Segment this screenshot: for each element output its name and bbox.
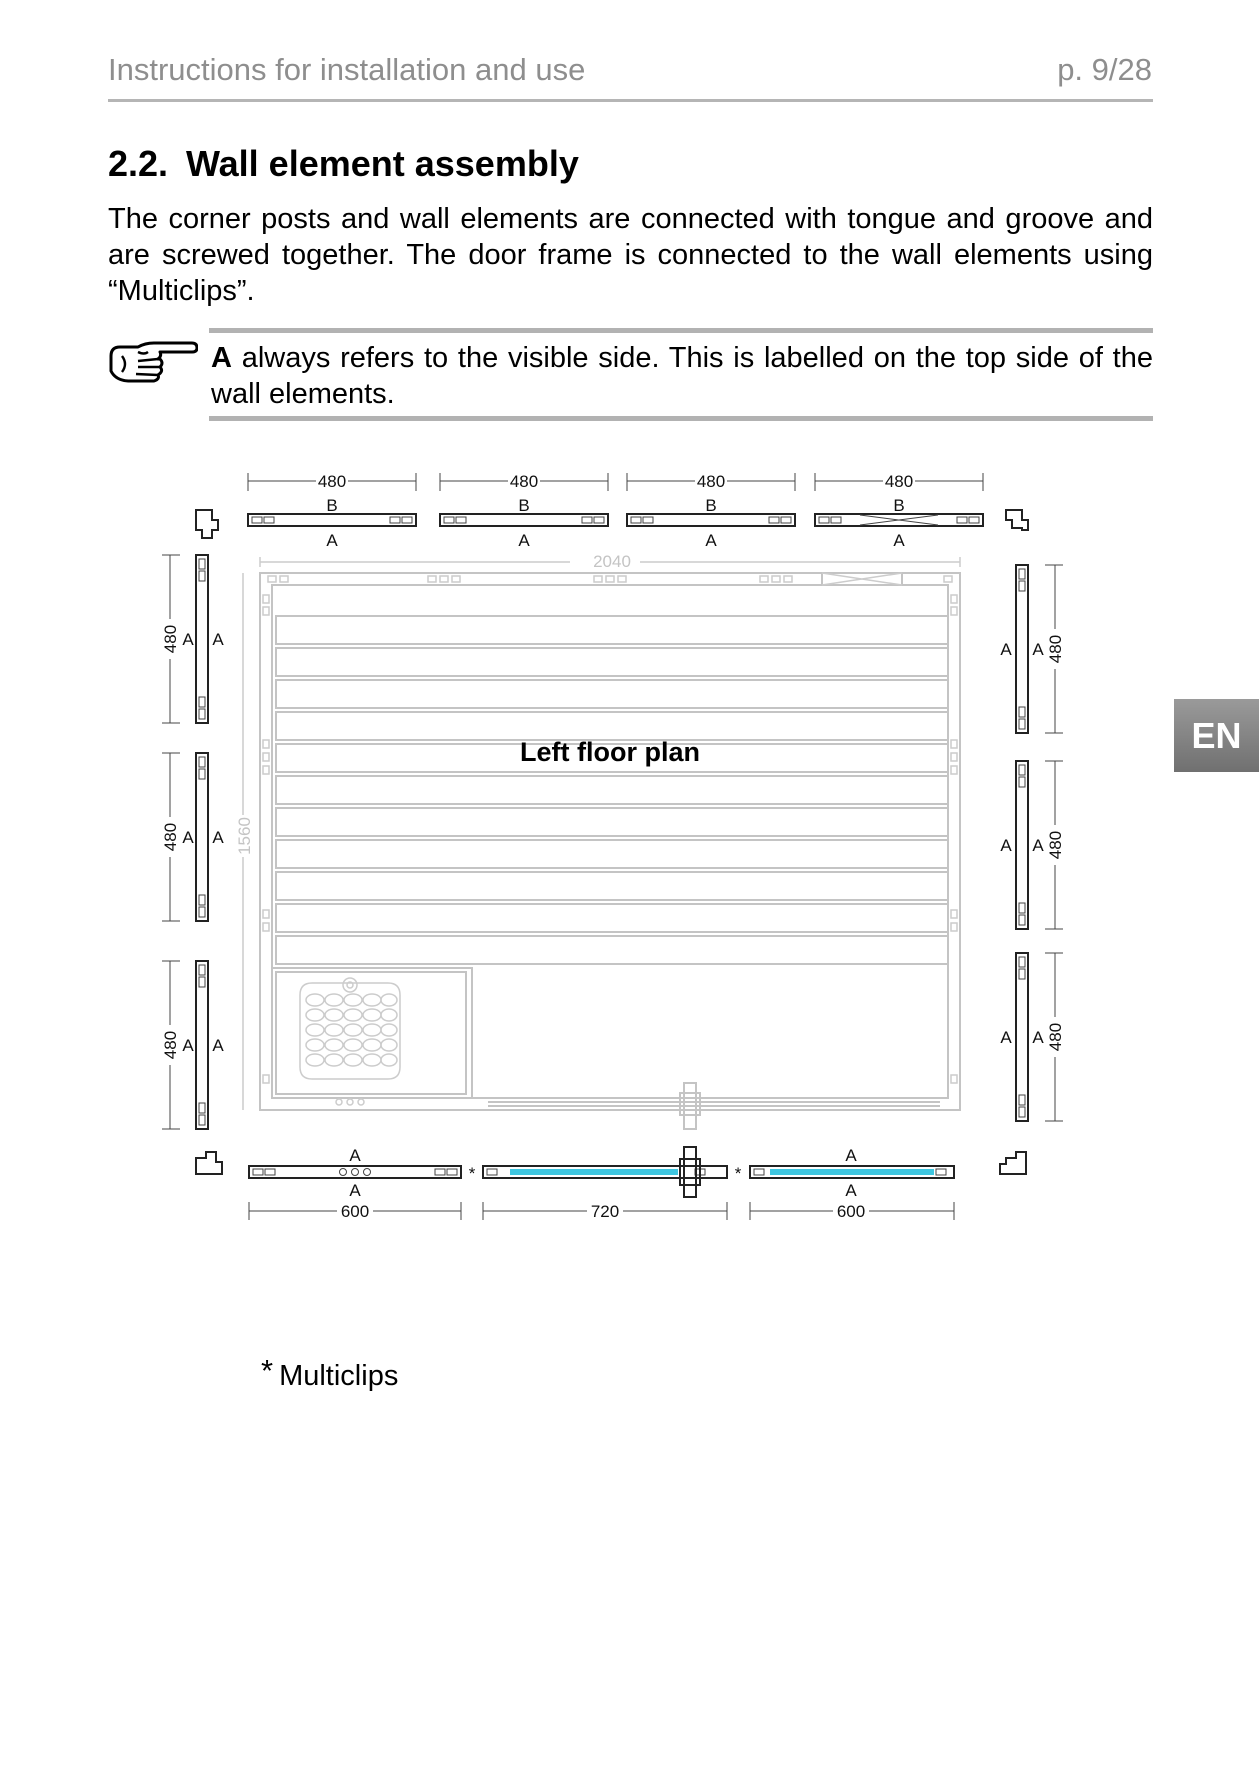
top-element <box>440 472 608 550</box>
dimension-label: 480 <box>884 472 914 491</box>
right-element <box>1000 761 1065 929</box>
dimension-label: 480 <box>161 822 180 852</box>
side-label: A <box>1032 836 1044 855</box>
side-label: A <box>1032 640 1044 659</box>
bottom-element <box>249 1146 461 1221</box>
side-label: A <box>518 531 530 550</box>
side-label: B <box>893 496 905 515</box>
side-label: B <box>705 496 717 515</box>
dimension-label: 720 <box>590 1202 620 1221</box>
side-label: A <box>893 531 905 550</box>
dimension-label: 480 <box>1046 634 1065 664</box>
right-wall-elements <box>1000 565 1065 1121</box>
dimension-label: 480 <box>317 472 347 491</box>
pointing-hand-icon <box>108 338 198 384</box>
floor-plan-label: Left floor plan <box>520 737 700 767</box>
right-element <box>1000 953 1065 1121</box>
side-label: A <box>705 531 717 550</box>
heater-stones <box>306 994 397 1105</box>
side-label: A <box>349 1181 361 1200</box>
left-element <box>161 961 224 1129</box>
dimension-label: 480 <box>1046 830 1065 860</box>
footnote-mark: * <box>261 1353 274 1388</box>
side-label: A <box>1000 1028 1012 1047</box>
dimension-label: 480 <box>696 472 726 491</box>
section-number: 2.2. <box>108 143 169 184</box>
side-label: A <box>212 1036 224 1055</box>
side-label: A <box>1032 1028 1044 1047</box>
door-glass <box>510 1169 678 1175</box>
top-element <box>248 472 416 550</box>
bench-slats <box>276 616 948 964</box>
left-element <box>161 555 224 723</box>
footnote <box>261 1353 399 1393</box>
section-title: Wall element assembly <box>186 143 579 184</box>
side-label: A <box>845 1181 857 1200</box>
right-element <box>1000 565 1065 733</box>
dimension-label: 600 <box>340 1202 370 1221</box>
note-body: always refers to the visible side. This is labelled on the top side of the wall elements. <box>211 342 1153 410</box>
intro-paragraph: The corner posts and wall elements are connected with tongue and groove and are screwed together. The door frame is connected to the wall elements using “Multiclips”. <box>108 203 1153 307</box>
overall-depth-label: 1560 <box>235 817 254 855</box>
document-header-title: Instructions for installation and use <box>108 52 586 87</box>
side-label: B <box>518 496 530 515</box>
floor-plan-diagram <box>150 455 1090 1255</box>
note-text <box>211 340 1153 412</box>
top-wall-elements <box>248 472 983 550</box>
side-label: A <box>182 1036 194 1055</box>
page-number: p. 9/28 <box>1057 52 1152 87</box>
multiclip-mark: * <box>468 1164 476 1183</box>
left-element <box>161 753 224 921</box>
side-label: A <box>326 531 338 550</box>
side-label: A <box>1000 836 1012 855</box>
dimension-label: 480 <box>1046 1022 1065 1052</box>
side-label: A <box>349 1146 361 1165</box>
dimension-label: 480 <box>509 472 539 491</box>
dimension-label: 480 <box>161 1030 180 1060</box>
floor-plan <box>235 552 960 1129</box>
side-label: B <box>326 496 338 515</box>
side-label: A <box>845 1146 857 1165</box>
side-label: A <box>212 630 224 649</box>
side-label: A <box>1000 640 1012 659</box>
note-divider-bottom <box>209 416 1153 421</box>
left-wall-elements <box>161 555 224 1129</box>
footnote-text: Multiclips <box>279 1360 399 1392</box>
bottom-element <box>750 1146 954 1221</box>
header-divider <box>108 99 1153 102</box>
top-element <box>815 472 983 550</box>
corner-posts <box>196 510 1028 1174</box>
side-label: A <box>182 828 194 847</box>
note-divider-top <box>209 328 1153 333</box>
side-label: A <box>182 630 194 649</box>
dimension-label: 480 <box>161 624 180 654</box>
dimension-label: 600 <box>836 1202 866 1221</box>
overall-width-label: 2040 <box>593 552 631 571</box>
glass-panel <box>770 1169 934 1175</box>
language-tab: EN <box>1174 699 1259 772</box>
top-element <box>627 472 795 550</box>
note-bold-label: A <box>211 342 232 374</box>
section-heading <box>108 143 579 185</box>
side-label: A <box>212 828 224 847</box>
multiclip-mark: * <box>734 1164 742 1183</box>
bottom-element-door <box>483 1147 727 1221</box>
bottom-wall-elements <box>249 1146 954 1221</box>
